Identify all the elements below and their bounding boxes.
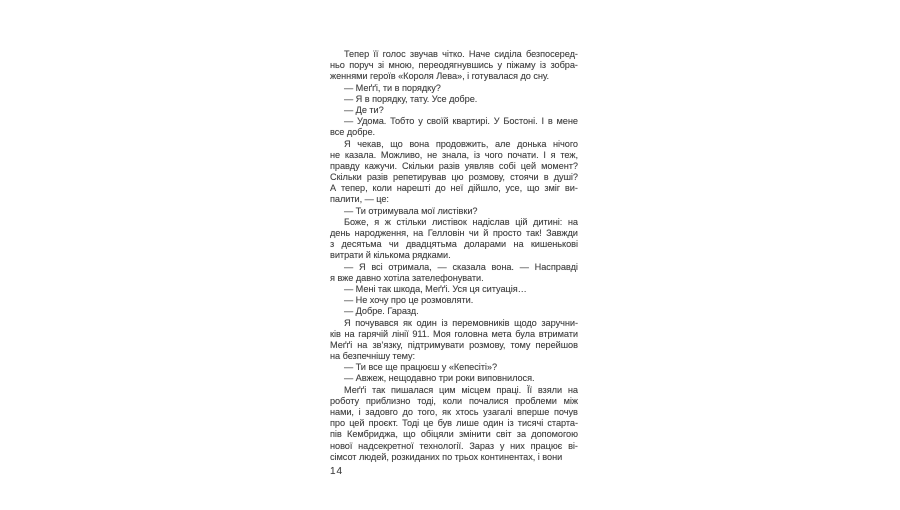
text-line: Меґґі на зв’язку, підтримувати розмову, тому перейшов — [330, 339, 578, 350]
text-line: роботу приблизно тоді, коли почалися проблеми між — [330, 395, 578, 406]
text-line: — Ти отримувала мої листівки? — [344, 205, 478, 216]
text-line: — Меґґі, ти в порядку? — [344, 82, 441, 93]
text-line: — Добре. Гаразд. — [344, 306, 419, 317]
text-line: правду кажучи. Скільки разів уявляв собі цей момент? — [330, 160, 578, 171]
text-line: я вже давно хотіла зателефонувати. — [330, 272, 484, 283]
text-line: не казала. Можливо, не знала, із чого почати. І я теж, — [330, 149, 578, 160]
text-line: пів Кембриджа, що обіцяли змінити світ за допомогою — [330, 429, 578, 440]
text-line: — Я всі отримала, — сказала вона. — Насправді — [344, 261, 578, 272]
text-line: Скільки разів репетирував цю розмову, стоячи в душі? — [330, 172, 578, 183]
text-line: женнями героїв «Короля Лева», і готувалася до сну. — [330, 71, 550, 82]
text-line: з десятьма чи двадцятьма доларами на кишенькові — [330, 239, 578, 250]
text-line: все добре. — [330, 127, 376, 138]
text-line: нової надсекретної технології. Зараз у них працює ві- — [330, 440, 578, 451]
text-line: — Не хочу про це розмовляти. — [344, 295, 474, 306]
text-line: — Де ти? — [344, 104, 384, 115]
text-line: Тепер її голос звучав чітко. Наче сиділа безпосеред- — [344, 49, 578, 59]
text-line: Меґґі так пишалася цим місцем праці. Її взяли на — [344, 384, 578, 395]
text-line: нами, і задовго до того, як хтось узагалі вперше почув — [330, 407, 578, 417]
text-line: — Авжеж, нещодавно три роки виповнилося. — [344, 373, 535, 384]
text-line: ків на гарячій лінії 911. Моя головна мета була втримати — [330, 328, 578, 339]
text-line: Я почувався як один із перемовників щодо заручни- — [344, 317, 578, 328]
text-line: палити, — це: — [330, 194, 389, 205]
text-line: день народження, на Гелловін чи й просто так! Завжди — [330, 228, 578, 238]
text-line: Я чекав, що вона продовжить, але донька нічого — [344, 138, 578, 149]
text-line: ньо поруч зі мною, переодягнувшись у піжаму із зобра- — [330, 60, 578, 71]
text-line: витрати й кількома рядками. — [330, 250, 451, 261]
text-line: сімсот людей, розкиданих по трьох континентах, і вони — [330, 451, 563, 462]
text-line: на безпечнішу тему: — [330, 351, 416, 362]
text-line: — Мені так шкода, Меґґі. Уся ця ситуація… — [344, 283, 527, 294]
text-block — [330, 49, 578, 463]
page-number: 14 — [330, 466, 344, 477]
text-line: — Я в порядку, тату. Усе добре. — [344, 93, 478, 104]
text-line: про цей проєкт. Тоді це був лише один із тисячі старта- — [330, 418, 578, 429]
text-line: Боже, я ж стільки листівок надіслав цій дитині: на — [344, 216, 578, 227]
text-line: — Удома. Тобто у своїй квартирі. У Бостоні. І в мене — [344, 116, 578, 127]
text-line: — Ти все ще працюєш у «Кепесіті»? — [344, 362, 498, 373]
text-line: А тепер, коли нарешті до неї дійшло, усе, що зміг ви- — [330, 183, 578, 194]
